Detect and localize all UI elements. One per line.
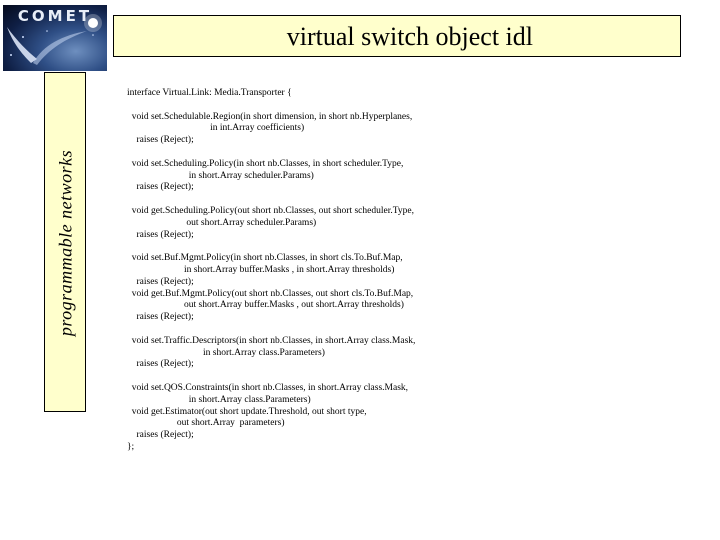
code-line: raises (Reject); bbox=[127, 312, 194, 323]
code-line: void get.Estimator(out short update.Threshold, out short type, bbox=[127, 406, 367, 417]
code-line: raises (Reject); bbox=[127, 135, 194, 146]
code-line: }; bbox=[127, 441, 135, 452]
code-line: void get.Scheduling.Policy(out short nb.Classes, out short scheduler.Type, bbox=[127, 205, 414, 216]
side-banner bbox=[44, 72, 86, 412]
code-line: void set.QOS.Constraints(in short nb.Classes, in short.Array class.Mask, bbox=[127, 382, 409, 393]
code-line: void get.Buf.Mgmt.Policy(out short nb.Classes, out short cls.To.Buf.Map, bbox=[127, 288, 414, 299]
code-line: in int.Array coefficients) bbox=[127, 123, 305, 134]
code-line: interface Virtual.Link: Media.Transporter { bbox=[127, 88, 292, 98]
code-line: raises (Reject); bbox=[127, 182, 194, 193]
code-line: in short.Array scheduler.Params) bbox=[127, 170, 314, 181]
logo-text: COMET bbox=[17, 7, 93, 25]
side-label: programmable networks bbox=[55, 149, 76, 337]
comet-logo bbox=[3, 5, 107, 71]
idl-code-block bbox=[127, 88, 527, 454]
code-line: raises (Reject); bbox=[127, 229, 194, 240]
code-line: in short.Array buffer.Masks , in short.Array thresholds) bbox=[127, 264, 395, 275]
code-line: raises (Reject); bbox=[127, 276, 194, 287]
title-banner bbox=[113, 15, 681, 57]
code-line: void set.Scheduling.Policy(in short nb.Classes, in short scheduler.Type, bbox=[127, 158, 404, 169]
code-line: void set.Buf.Mgmt.Policy(in short nb.Classes, in short cls.To.Buf.Map, bbox=[127, 253, 403, 264]
code-line: raises (Reject); bbox=[127, 430, 194, 441]
page-title: virtual switch object idl bbox=[286, 22, 533, 51]
code-line: out short.Array scheduler.Params) bbox=[127, 217, 317, 228]
code-line: raises (Reject); bbox=[127, 359, 194, 370]
code-line: out short.Array parameters) bbox=[127, 418, 285, 429]
code-line: out short.Array buffer.Masks , out short.Array thresholds) bbox=[127, 300, 404, 311]
code-line: void set.Traffic.Descriptors(in short nb.Classes, in short.Array class.Mask, bbox=[127, 335, 416, 346]
code-line: in short.Array class.Parameters) bbox=[127, 394, 311, 405]
code-line: in short.Array class.Parameters) bbox=[127, 347, 325, 358]
code-line: void set.Schedulable.Region(in short dimension, in short nb.Hyperplanes, bbox=[127, 111, 413, 122]
